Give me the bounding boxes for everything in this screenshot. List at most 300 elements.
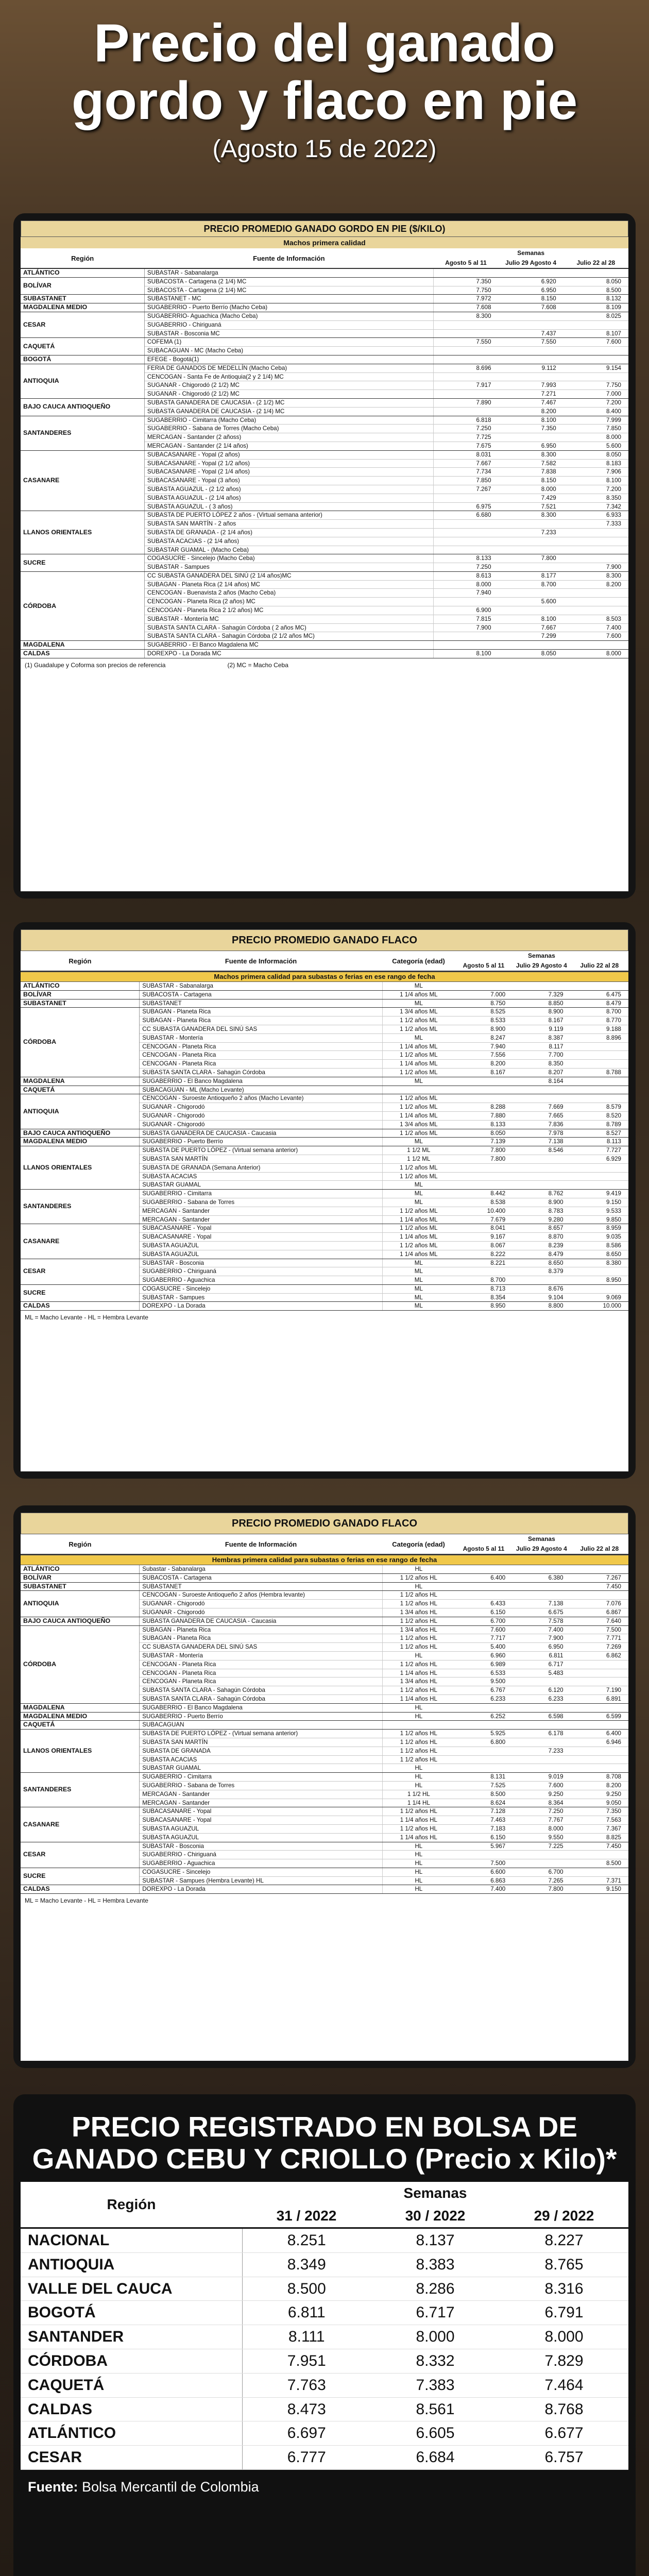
source-cell: SUBASTAR - Sampues [144, 563, 433, 572]
col-semanas: Semanas [528, 952, 555, 959]
category-cell: 1 1/2 años HL [382, 1634, 454, 1643]
source-cell: SUBAGAN - Planeta Rica [140, 1625, 383, 1634]
week-2-value: 8.300 [499, 511, 563, 520]
week-3-value [563, 554, 628, 563]
week-2-value: 7.665 [513, 1111, 570, 1120]
week-3-value: 8.107 [563, 329, 628, 338]
region-cell: LLANOS ORIENTALES [21, 1730, 140, 1773]
table-row [21, 1077, 628, 1086]
region-cell: ANTIOQUIA [21, 1094, 140, 1129]
week-3-value [571, 1669, 628, 1677]
week-3-value: 8.479 [571, 999, 628, 1008]
week-2-value: 9.280 [513, 1215, 570, 1224]
week-1-value: 7.463 [455, 1816, 513, 1825]
category-cell: ML [382, 1181, 454, 1190]
week-3-value [571, 1267, 628, 1276]
week-1-value: 8.288 [455, 1103, 513, 1112]
week-1-value [433, 347, 498, 355]
table-row [21, 650, 628, 658]
source-cell: SUGABERRIO - Chiriguaná [140, 1851, 383, 1859]
week-1-value: 8.613 [433, 571, 498, 580]
week-1-value: 7.917 [433, 381, 498, 390]
source-cell: SUBASTA DE GRANADA (Semana Anterior) [140, 1163, 383, 1172]
col-week-1: Agosto 5 al 11 [455, 1544, 513, 1554]
table-row [21, 1138, 628, 1146]
table-gordo [21, 248, 628, 658]
week-1-value: 8.133 [433, 554, 498, 563]
week-1-value: 7.500 [455, 1859, 513, 1868]
source-cell: SUBACAGUAN [140, 1721, 383, 1730]
category-cell: HL [382, 1842, 454, 1851]
source-cell: CENCOGAN - Suroeste Antioqueño 2 años (Macho Levante) [140, 1094, 383, 1103]
week-3-value: 8.025 [563, 312, 628, 320]
week-1-value [455, 1077, 513, 1086]
week-3-value [571, 1565, 628, 1573]
week-value: 7.383 [371, 2373, 500, 2397]
source-cell: SUBASTAR - Bosconia [140, 1259, 383, 1267]
week-1-value [455, 1163, 513, 1172]
week-2-value: 7.271 [499, 390, 563, 399]
col-week-2: Julio 29 Agosto 4 [513, 961, 570, 971]
week-3-value: 8.700 [571, 1008, 628, 1016]
source-cell: SUGANAR - Chigorodó [140, 1600, 383, 1608]
source-cell: SUBASTAR GUAMAL [140, 1181, 383, 1190]
week-2-value: 6.700 [513, 1868, 570, 1876]
week-value: 8.561 [371, 2397, 500, 2421]
week-1-value: 7.940 [433, 589, 498, 598]
week-3-value: 7.600 [563, 632, 628, 641]
category-cell: 1 1/2 años ML [382, 1163, 454, 1172]
week-3-value: 8.789 [571, 1120, 628, 1129]
week-2-value: 8.546 [513, 1146, 570, 1155]
week-value: 6.605 [371, 2421, 500, 2446]
week-value: 6.811 [242, 2301, 371, 2325]
week-value: 8.111 [242, 2325, 371, 2349]
week-3-value [563, 641, 628, 650]
col-region: Región [21, 248, 144, 268]
bolsa-table [21, 2182, 628, 2470]
week-2-value: 8.657 [513, 1224, 570, 1233]
week-1-value: 6.975 [433, 502, 498, 511]
region-cell: SUBASTANET [21, 1582, 140, 1591]
week-3-value: 8.380 [571, 1259, 628, 1267]
category-cell: 1 1/2 años ML [382, 1241, 454, 1250]
source-cell: MERCAGAN - Santander [140, 1207, 383, 1215]
week-2-value: 9.019 [513, 1773, 570, 1782]
category-cell: 1 1/2 años ML [382, 1103, 454, 1112]
week-3-value: 7.771 [571, 1634, 628, 1643]
week-3-value: 9.150 [571, 1198, 628, 1207]
category-cell: 1 1/2 años ML [382, 1207, 454, 1215]
week-1-value: 7.667 [433, 459, 498, 468]
region-cell: CÓRDOBA [21, 1008, 140, 1077]
week-value: 6.791 [500, 2301, 628, 2325]
table-row [21, 1721, 628, 1730]
region-cell: SANTANDERES [21, 416, 144, 450]
date-subtitle: (Agosto 15 de 2022) [212, 135, 437, 163]
week-2-value [513, 1859, 570, 1868]
table-row [21, 2373, 628, 2397]
week-2-value: 7.521 [499, 502, 563, 511]
source-cell: SUBACOSTA - Cartagena [140, 990, 383, 999]
bolsa-panel [13, 2094, 636, 2576]
week-3-value: 6.867 [571, 1608, 628, 1617]
week-2-value: 8.164 [513, 1077, 570, 1086]
region-cell: CAQUETÁ [21, 1086, 140, 1094]
week-3-value [571, 1851, 628, 1859]
source-cell: SUBASTAR - Montería [140, 1651, 383, 1660]
table-hembras-body [21, 1565, 628, 1894]
category-cell: ML [382, 1276, 454, 1285]
source-cell: SUGABERRIO - Chiriguaná [144, 320, 433, 329]
week-2-value: 7.299 [499, 632, 563, 641]
week-2-value: 6.950 [513, 1643, 570, 1652]
week-2-value: 6.950 [499, 442, 563, 450]
week-3-value: 7.400 [563, 623, 628, 632]
week-3-value: 8.132 [563, 295, 628, 303]
col-week-3: Julio 22 al 28 [571, 1544, 628, 1554]
week-1-value [433, 494, 498, 502]
region-cell: SUBASTANET [21, 295, 144, 303]
week-1-value [455, 1582, 513, 1591]
week-3-value: 7.906 [563, 468, 628, 477]
week-3-value: 6.891 [571, 1694, 628, 1703]
week-2-value [499, 537, 563, 546]
source-cell: SUGABERRIO - Sabana de Torres [140, 1198, 383, 1207]
week-3-value: 8.579 [571, 1103, 628, 1112]
source-cell: SUBACAGUAN - MC (Macho Ceba) [144, 347, 433, 355]
week-3-value [563, 606, 628, 615]
source-cell: SUBASTAR - Bosconia [140, 1842, 383, 1851]
week-3-value [563, 528, 628, 537]
week-2-value [499, 606, 563, 615]
week-1-value: 8.900 [455, 1025, 513, 1033]
note-mc: (2) MC = Macho Ceba [227, 661, 288, 669]
category-cell: HL [382, 1651, 454, 1660]
category-cell: 1 3/4 años HL [382, 1625, 454, 1634]
table-row [21, 1008, 628, 1016]
week-2-value: 8.207 [513, 1068, 570, 1077]
category-cell: HL [382, 1712, 454, 1721]
source-cell: CC SUBASTA GANADERA DEL SINÚ (2 1/4 años)MC [144, 571, 433, 580]
week-1-value: 8.442 [455, 1190, 513, 1198]
week-3-value: 9.035 [571, 1233, 628, 1242]
week-3-value: 9.533 [571, 1207, 628, 1215]
source-cell: SUBASTAR - Sabanalarga [144, 268, 433, 277]
table-row [21, 999, 628, 1008]
week-2-value: 8.900 [513, 1198, 570, 1207]
week-value: 8.316 [500, 2277, 628, 2301]
source-cell: SUBASTAR - Montería MC [144, 615, 433, 623]
week-1-value [433, 320, 498, 329]
week-2-value: 7.667 [499, 623, 563, 632]
table-row [21, 2349, 628, 2373]
region-cell: SUCRE [21, 1284, 140, 1302]
category-cell: ML [382, 1138, 454, 1146]
week-1-value [455, 1721, 513, 1730]
week-3-value: 7.450 [571, 1842, 628, 1851]
table-row [21, 2228, 628, 2253]
table-row [21, 2397, 628, 2421]
week-1-value [433, 372, 498, 381]
table-row [21, 355, 628, 364]
region-cell: BOLÍVAR [21, 1573, 140, 1582]
source-cell: SUBASTAR - Sampues [140, 1293, 383, 1302]
week-1-value [433, 528, 498, 537]
table-row [21, 312, 628, 320]
region-cell: LLANOS ORIENTALES [21, 511, 144, 554]
table-row [21, 1573, 628, 1582]
source-cell: SUBACASANARE - Yopal [140, 1807, 383, 1816]
week-1-value [455, 1764, 513, 1773]
source-cell: Subastar - Sabanalarga [140, 1565, 383, 1573]
table-hembras-title: PRECIO PROMEDIO GANADO FLACO [21, 1513, 628, 1534]
table-row [21, 1129, 628, 1138]
region-cell: SANTANDERES [21, 1773, 140, 1807]
col-week-29: 29 / 2022 [500, 2205, 628, 2228]
week-2-value: 8.850 [513, 999, 570, 1008]
week-2-value [499, 641, 563, 650]
table-row [21, 1086, 628, 1094]
region-cell: ANTIOQUIA [21, 364, 144, 398]
category-cell: 1 1/2 años HL [382, 1617, 454, 1625]
table-gordo-subtitle: Machos primera calidad [21, 237, 628, 248]
week-value: 6.717 [371, 2301, 500, 2325]
week-3-value [563, 372, 628, 381]
region-cell: SANTANDER [21, 2325, 242, 2349]
week-3-value [571, 1060, 628, 1069]
source-cell: CENCOGAN - Planeta Rica [140, 1669, 383, 1677]
week-3-value: 8.113 [571, 1138, 628, 1146]
week-3-value: 8.500 [563, 286, 628, 295]
source-cell: SUGABERRIO - El Banco Magdalena [140, 1703, 383, 1712]
col-week-1: Agosto 5 al 11 [433, 258, 498, 268]
region-cell: BOLÍVAR [21, 990, 140, 999]
week-2-value: 7.250 [513, 1807, 570, 1816]
week-1-value [433, 355, 498, 364]
source-cell: SUBASTA ACACIAS [140, 1172, 383, 1181]
category-cell: 1 1/4 HL [382, 1799, 454, 1807]
week-2-value: 7.138 [513, 1138, 570, 1146]
week-1-value [433, 546, 498, 554]
week-1-value: 8.950 [455, 1302, 513, 1311]
week-value: 8.383 [371, 2252, 500, 2277]
week-3-value: 6.599 [571, 1712, 628, 1721]
week-3-value: 8.350 [563, 494, 628, 502]
week-3-value: 6.400 [571, 1730, 628, 1738]
source-cell: SUBASTANET [140, 1582, 383, 1591]
week-2-value [513, 1086, 570, 1094]
source-cell: SUBASTA SANTA CLARA - Sahagún Córdoba [140, 1686, 383, 1695]
week-3-value: 7.727 [571, 1146, 628, 1155]
week-1-value: 7.128 [455, 1807, 513, 1816]
week-1-value: 7.550 [433, 338, 498, 347]
week-1-value: 7.608 [433, 303, 498, 312]
source-cell: SUBASTAR - Sabanalarga [140, 982, 383, 990]
week-1-value: 7.600 [455, 1625, 513, 1634]
source-cell: SUGABERRIO - Aguachica [140, 1859, 383, 1868]
week-1-value: 7.850 [433, 477, 498, 485]
source-cell: SUBACOSTA - Cartagena (2 1/4) MC [144, 277, 433, 286]
category-cell: 1 1/2 años ML [382, 1016, 454, 1025]
week-1-value: 7.717 [455, 1634, 513, 1643]
region-cell: BOGOTÁ [21, 2301, 242, 2325]
source-cell: SUGABERRIO - Puerto Berrío (Macho Ceba) [144, 303, 433, 312]
week-2-value: 8.000 [513, 1824, 570, 1833]
week-1-value: 8.354 [455, 1293, 513, 1302]
col-fuente: Fuente de Información [140, 1534, 383, 1554]
week-2-value: 8.650 [513, 1259, 570, 1267]
week-2-value: 5.600 [499, 598, 563, 606]
source-cell: CENCOGAN - Planeta Rica [140, 1060, 383, 1069]
category-cell: HL [382, 1859, 454, 1868]
week-value: 8.473 [242, 2397, 371, 2421]
week-2-value: 8.150 [499, 295, 563, 303]
source-cell: SUBASTA SANTA CLARA - Sahagún Córdoba (2 1/2 años MC) [144, 632, 433, 641]
week-1-value: 8.538 [455, 1198, 513, 1207]
week-value: 8.000 [500, 2325, 628, 2349]
week-2-value: 6.675 [513, 1608, 570, 1617]
week-3-value [571, 1042, 628, 1051]
week-2-value: 8.239 [513, 1241, 570, 1250]
week-1-value: 7.815 [433, 615, 498, 623]
category-cell [382, 1086, 454, 1094]
source-cell: SUBASTAR - Sampues (Hembra Levante) HL [140, 1876, 383, 1885]
week-2-value [499, 589, 563, 598]
source-note [21, 2470, 628, 2495]
source-cell: SUBASTA SAN MARTÍN - 2 años [144, 520, 433, 529]
week-2-value: 7.669 [513, 1103, 570, 1112]
table-row [21, 2446, 628, 2470]
category-cell: 1 1/2 años HL [382, 1643, 454, 1652]
week-1-value: 8.041 [455, 1224, 513, 1233]
region-cell: SUCRE [21, 1868, 140, 1885]
week-3-value [571, 1086, 628, 1094]
table-row [21, 450, 628, 459]
table-row [21, 1617, 628, 1625]
week-1-value: 7.679 [455, 1215, 513, 1224]
week-1-value [455, 1851, 513, 1859]
title-line-1: Precio del ganado [94, 13, 555, 73]
source-cell: SUBACOSTA - Cartagena (2 1/4) MC [144, 286, 433, 295]
week-1-value: 8.713 [455, 1284, 513, 1293]
category-cell: HL [382, 1565, 454, 1573]
week-3-value: 8.586 [571, 1241, 628, 1250]
category-cell: 1 1/2 años ML [382, 1224, 454, 1233]
week-2-value: 7.400 [513, 1625, 570, 1634]
source-cell: SUGANAR - Chigorodó (2 1/2) MC [144, 390, 433, 399]
region-cell: CESAR [21, 1259, 140, 1284]
source-cell: SUBACASANARE - Yopal (2 1/2 años) [144, 459, 433, 468]
source-cell: SUBACAGUAN - ML (Macho Levante) [140, 1086, 383, 1094]
week-1-value [433, 598, 498, 606]
region-cell: MAGDALENA [21, 1703, 140, 1712]
source-cell: SUGABERRIO - Aguachica [140, 1276, 383, 1285]
category-cell [382, 1721, 454, 1730]
source-cell: SUBASTA AGUAZUL [140, 1250, 383, 1259]
title-line-2: gordo y flaco en pie [71, 71, 578, 131]
col-week-2: Julio 29 Agosto 4 [499, 258, 563, 268]
category-cell: HL [382, 1781, 454, 1790]
week-2-value [513, 1738, 570, 1747]
week-value: 8.765 [500, 2252, 628, 2277]
source-cell: SUBACASANARE - Yopal (2 años) [144, 450, 433, 459]
week-1-value: 7.972 [433, 295, 498, 303]
region-cell: CASANARE [21, 1224, 140, 1259]
table-row [21, 1146, 628, 1155]
category-cell: 1 1/2 años HL [382, 1660, 454, 1669]
week-value: 8.227 [500, 2228, 628, 2253]
region-cell: ATLÁNTICO [21, 1565, 140, 1573]
category-cell: 1 1/2 años HL [382, 1824, 454, 1833]
week-2-value: 7.582 [499, 459, 563, 468]
table-flaco-hembras [21, 1534, 628, 1555]
week-value: 6.697 [242, 2421, 371, 2446]
col-region: Región [21, 951, 140, 971]
source-cell: CENCOGAN - Planeta Rica [140, 1051, 383, 1060]
source-cell: SUBASTA DE GRANADA [140, 1747, 383, 1755]
region-cell: ANTIOQUIA [21, 1591, 140, 1617]
table-row [21, 2325, 628, 2349]
week-1-value: 6.150 [455, 1833, 513, 1842]
week-3-value [571, 1284, 628, 1293]
week-3-value: 7.190 [571, 1686, 628, 1695]
week-2-value [513, 1276, 570, 1285]
category-cell: ML [382, 1293, 454, 1302]
source-cell: SUBASTAR GUAMAL - (Macho Ceba) [144, 546, 433, 554]
week-2-value: 5.483 [513, 1669, 570, 1677]
week-1-value [455, 1172, 513, 1181]
source-cell: DOREXPO - La Dorada [140, 1302, 383, 1311]
category-cell: 1 1/2 ML [382, 1155, 454, 1163]
week-2-value [499, 347, 563, 355]
week-2-value [513, 1764, 570, 1773]
week-3-value [563, 537, 628, 546]
category-cell: ML [382, 1033, 454, 1042]
week-2-value [499, 320, 563, 329]
table-row [21, 1259, 628, 1267]
week-1-value: 7.900 [433, 623, 498, 632]
week-2-value: 7.578 [513, 1617, 570, 1625]
week-2-value: 7.993 [499, 381, 563, 390]
week-value: 7.464 [500, 2373, 628, 2397]
region-cell: CESAR [21, 2446, 242, 2470]
category-cell: 1 1/2 años ML [382, 1068, 454, 1077]
week-2-value: 8.900 [513, 1008, 570, 1016]
week-3-value: 7.600 [563, 338, 628, 347]
region-cell: MAGDALENA MEDIO [21, 303, 144, 312]
region-cell: CASANARE [21, 1807, 140, 1842]
region-cell: VALLE DEL CAUCA [21, 2277, 242, 2301]
source-cell: SUGANAR - Chigorodó (2 1/2) MC [144, 381, 433, 390]
week-1-value [455, 1267, 513, 1276]
week-2-value [499, 312, 563, 320]
week-2-value [513, 982, 570, 990]
region-cell: CAQUETÁ [21, 1721, 140, 1730]
week-3-value [571, 1163, 628, 1172]
week-1-value: 7.675 [433, 442, 498, 450]
col-region: Región [21, 1534, 140, 1554]
table-row [21, 295, 628, 303]
col-week-30: 30 / 2022 [371, 2205, 500, 2228]
col-categoria: Categoría (edad) [382, 1534, 454, 1554]
week-2-value: 7.700 [513, 1051, 570, 1060]
week-1-value: 9.500 [455, 1677, 513, 1686]
week-1-value: 5.400 [455, 1643, 513, 1652]
week-2-value [499, 433, 563, 442]
week-1-value [455, 1565, 513, 1573]
week-2-value: 8.762 [513, 1190, 570, 1198]
